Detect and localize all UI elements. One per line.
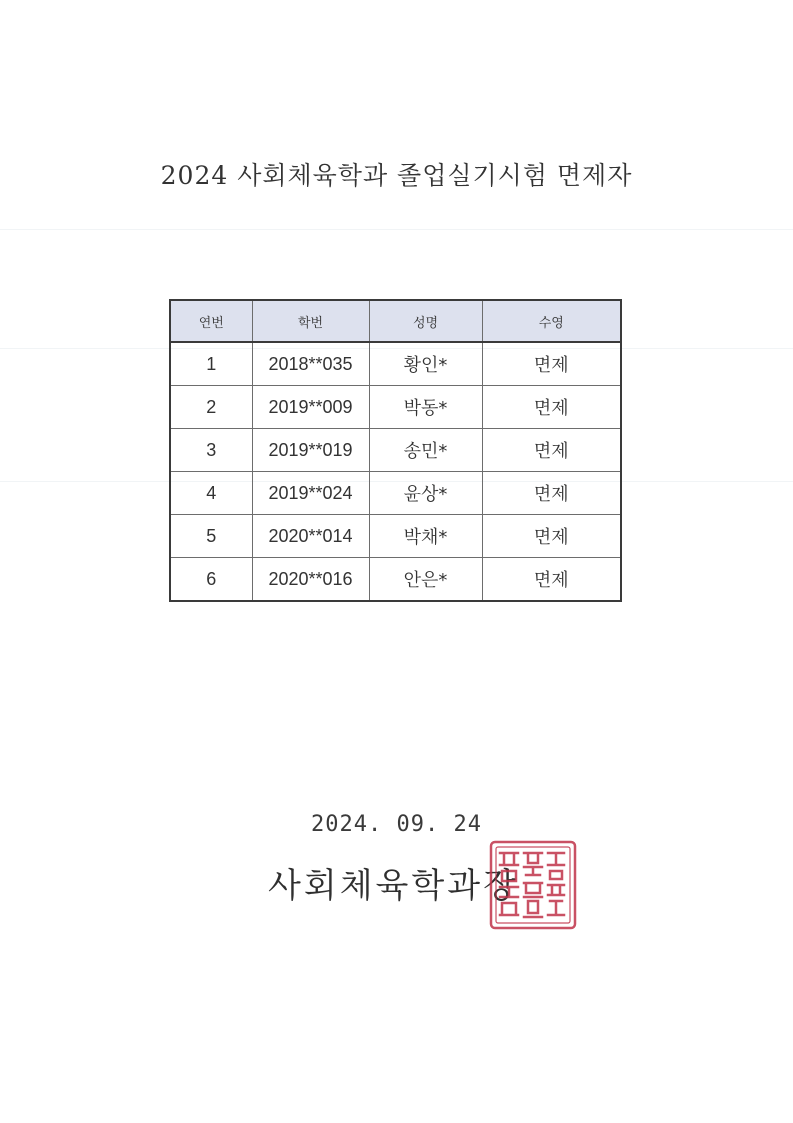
header-name: 성명	[369, 300, 482, 342]
student-name: 박동*	[369, 386, 482, 429]
table-header-row	[170, 300, 621, 342]
student-name: 안은*	[369, 558, 482, 602]
student-id: 2019**024	[252, 472, 369, 515]
header-swimming: 수영	[482, 300, 621, 342]
table-row	[170, 515, 621, 558]
table-row	[170, 558, 621, 602]
signature-department-head: 사회체육학과장	[268, 866, 519, 906]
student-id: 2019**009	[252, 386, 369, 429]
student-id: 2020**014	[252, 515, 369, 558]
exemption-table	[169, 299, 622, 602]
row-number: 3	[170, 429, 252, 472]
header-student-id: 학번	[252, 300, 369, 342]
student-name: 박채*	[369, 515, 482, 558]
row-number: 6	[170, 558, 252, 602]
table-row	[170, 472, 621, 515]
header-number: 연번	[170, 300, 252, 342]
document-title: 2024 사회체육학과 졸업실기시험 면제자	[160, 161, 633, 190]
exemption-status: 면제	[482, 429, 621, 472]
table-row	[170, 429, 621, 472]
student-id: 2020**016	[252, 558, 369, 602]
document-date: 2024. 09. 24	[311, 812, 482, 837]
row-number: 2	[170, 386, 252, 429]
student-name: 윤상*	[369, 472, 482, 515]
exemption-status: 면제	[482, 558, 621, 602]
table-row	[170, 342, 621, 386]
row-number: 1	[170, 342, 252, 386]
exemption-status: 면제	[482, 386, 621, 429]
official-seal	[488, 839, 578, 931]
student-name: 송민*	[369, 429, 482, 472]
table-row	[170, 386, 621, 429]
exemption-status: 면제	[482, 342, 621, 386]
exemption-status: 면제	[482, 515, 621, 558]
student-id: 2019**019	[252, 429, 369, 472]
row-number: 5	[170, 515, 252, 558]
row-number: 4	[170, 472, 252, 515]
student-id: 2018**035	[252, 342, 369, 386]
scan-artifact-line	[0, 229, 793, 230]
exemption-status: 면제	[482, 472, 621, 515]
student-name: 황인*	[369, 342, 482, 386]
